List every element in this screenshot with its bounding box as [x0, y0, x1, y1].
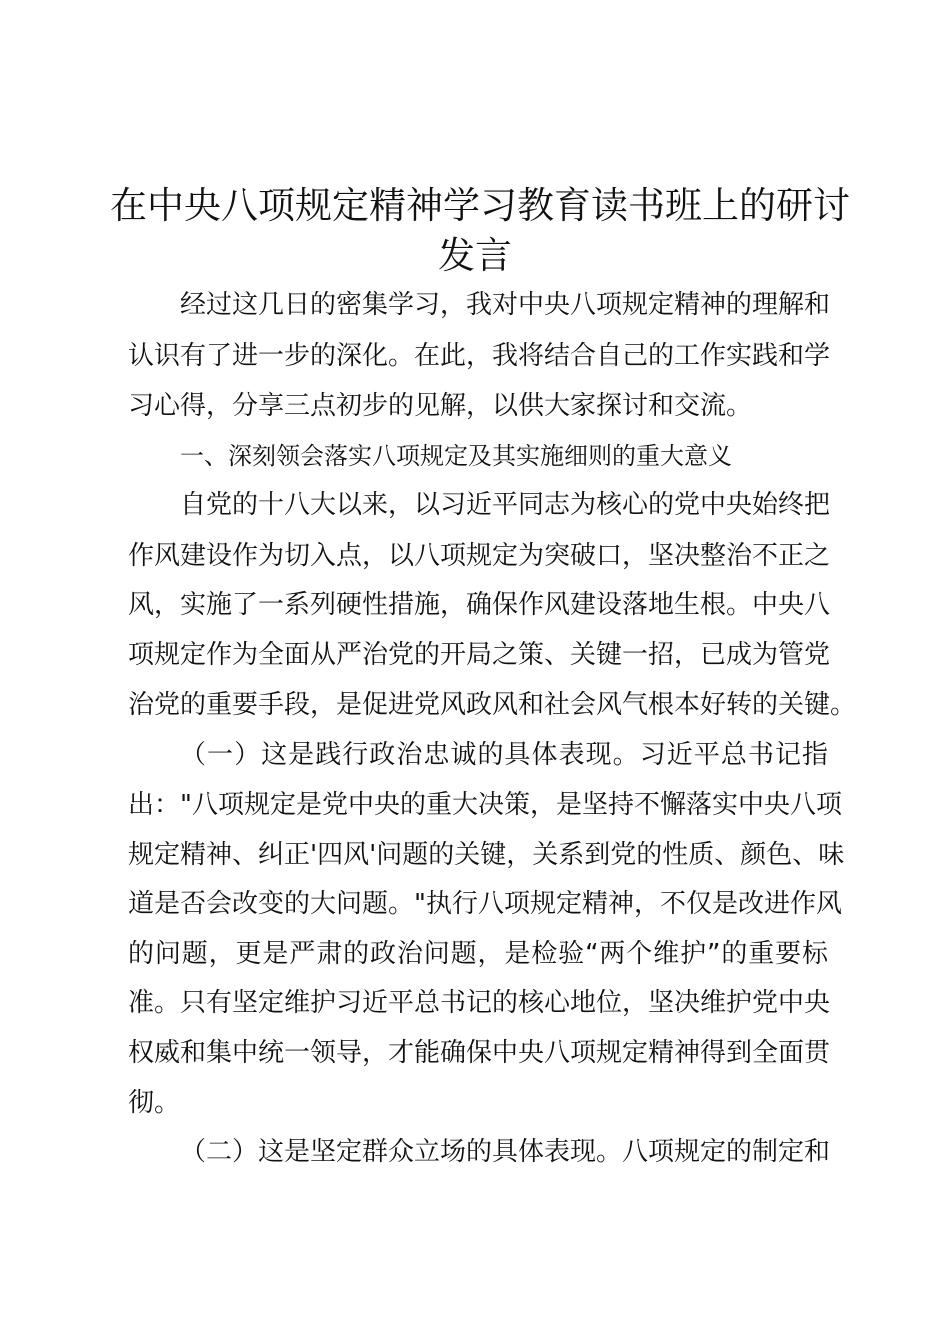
para-1-line-3: 风，实施了一系列硬性措施，确保作风建设落地生根。中央八	[128, 590, 831, 620]
para-3-line-1: （二）这是坚定群众立场的具体表现。八项规定的制定和	[180, 1137, 831, 1167]
document-title-line-1: 在中央八项规定精神学习教育读书班上的研讨	[110, 184, 850, 227]
para-2-line-2: 出："八项规定是党中央的重大决策，是坚持不懈落实中央八项	[128, 790, 842, 820]
document-title-line-2: 发言	[438, 234, 512, 277]
intro-line-3: 习心得，分享三点初步的见解，以供大家探讨和交流。	[128, 391, 753, 421]
para-2-line-7: 权威和集中统一领导，才能确保中央八项规定精神得到全面贯	[128, 1038, 831, 1068]
section-1-heading: 一、深刻领会落实八项规定及其实施细则的重大意义	[180, 442, 732, 470]
para-2-line-8: 彻。	[128, 1088, 181, 1118]
para-1-line-2: 作风建设作为切入点，以八项规定为突破口，坚决整治不正之	[128, 541, 831, 571]
para-2-line-4: 道是否会改变的大问题。"执行八项规定精神，不仅是改进作风	[128, 889, 842, 919]
para-1-line-4: 项规定作为全面从严治党的开局之策、关键一招，已成为管党	[128, 640, 831, 670]
intro-line-2: 认识有了进一步的深化。在此，我将结合自己的工作实践和学	[128, 341, 831, 371]
para-2-line-1: （一）这是践行政治忠诚的具体表现。习近平总书记指	[180, 740, 828, 770]
para-1-line-5: 治党的重要手段，是促进党风政风和社会风气根本好转的关键。	[128, 690, 857, 720]
para-2-line-5: 的问题，更是严肃的政治问题，是检验“两个维护”的重要标	[128, 939, 828, 969]
para-2-line-6: 准。只有坚定维护习近平总书记的核心地位，坚决维护党中央	[128, 988, 831, 1018]
para-2-line-3: 规定精神、纠正'四风'问题的关键，关系到党的性质、颜色、味	[128, 840, 845, 870]
intro-line-1: 经过这几日的密集学习，我对中央八项规定精神的理解和	[180, 290, 831, 320]
para-1-line-1: 自党的十八大以来，以习近平同志为核心的党中央始终把	[180, 490, 831, 520]
